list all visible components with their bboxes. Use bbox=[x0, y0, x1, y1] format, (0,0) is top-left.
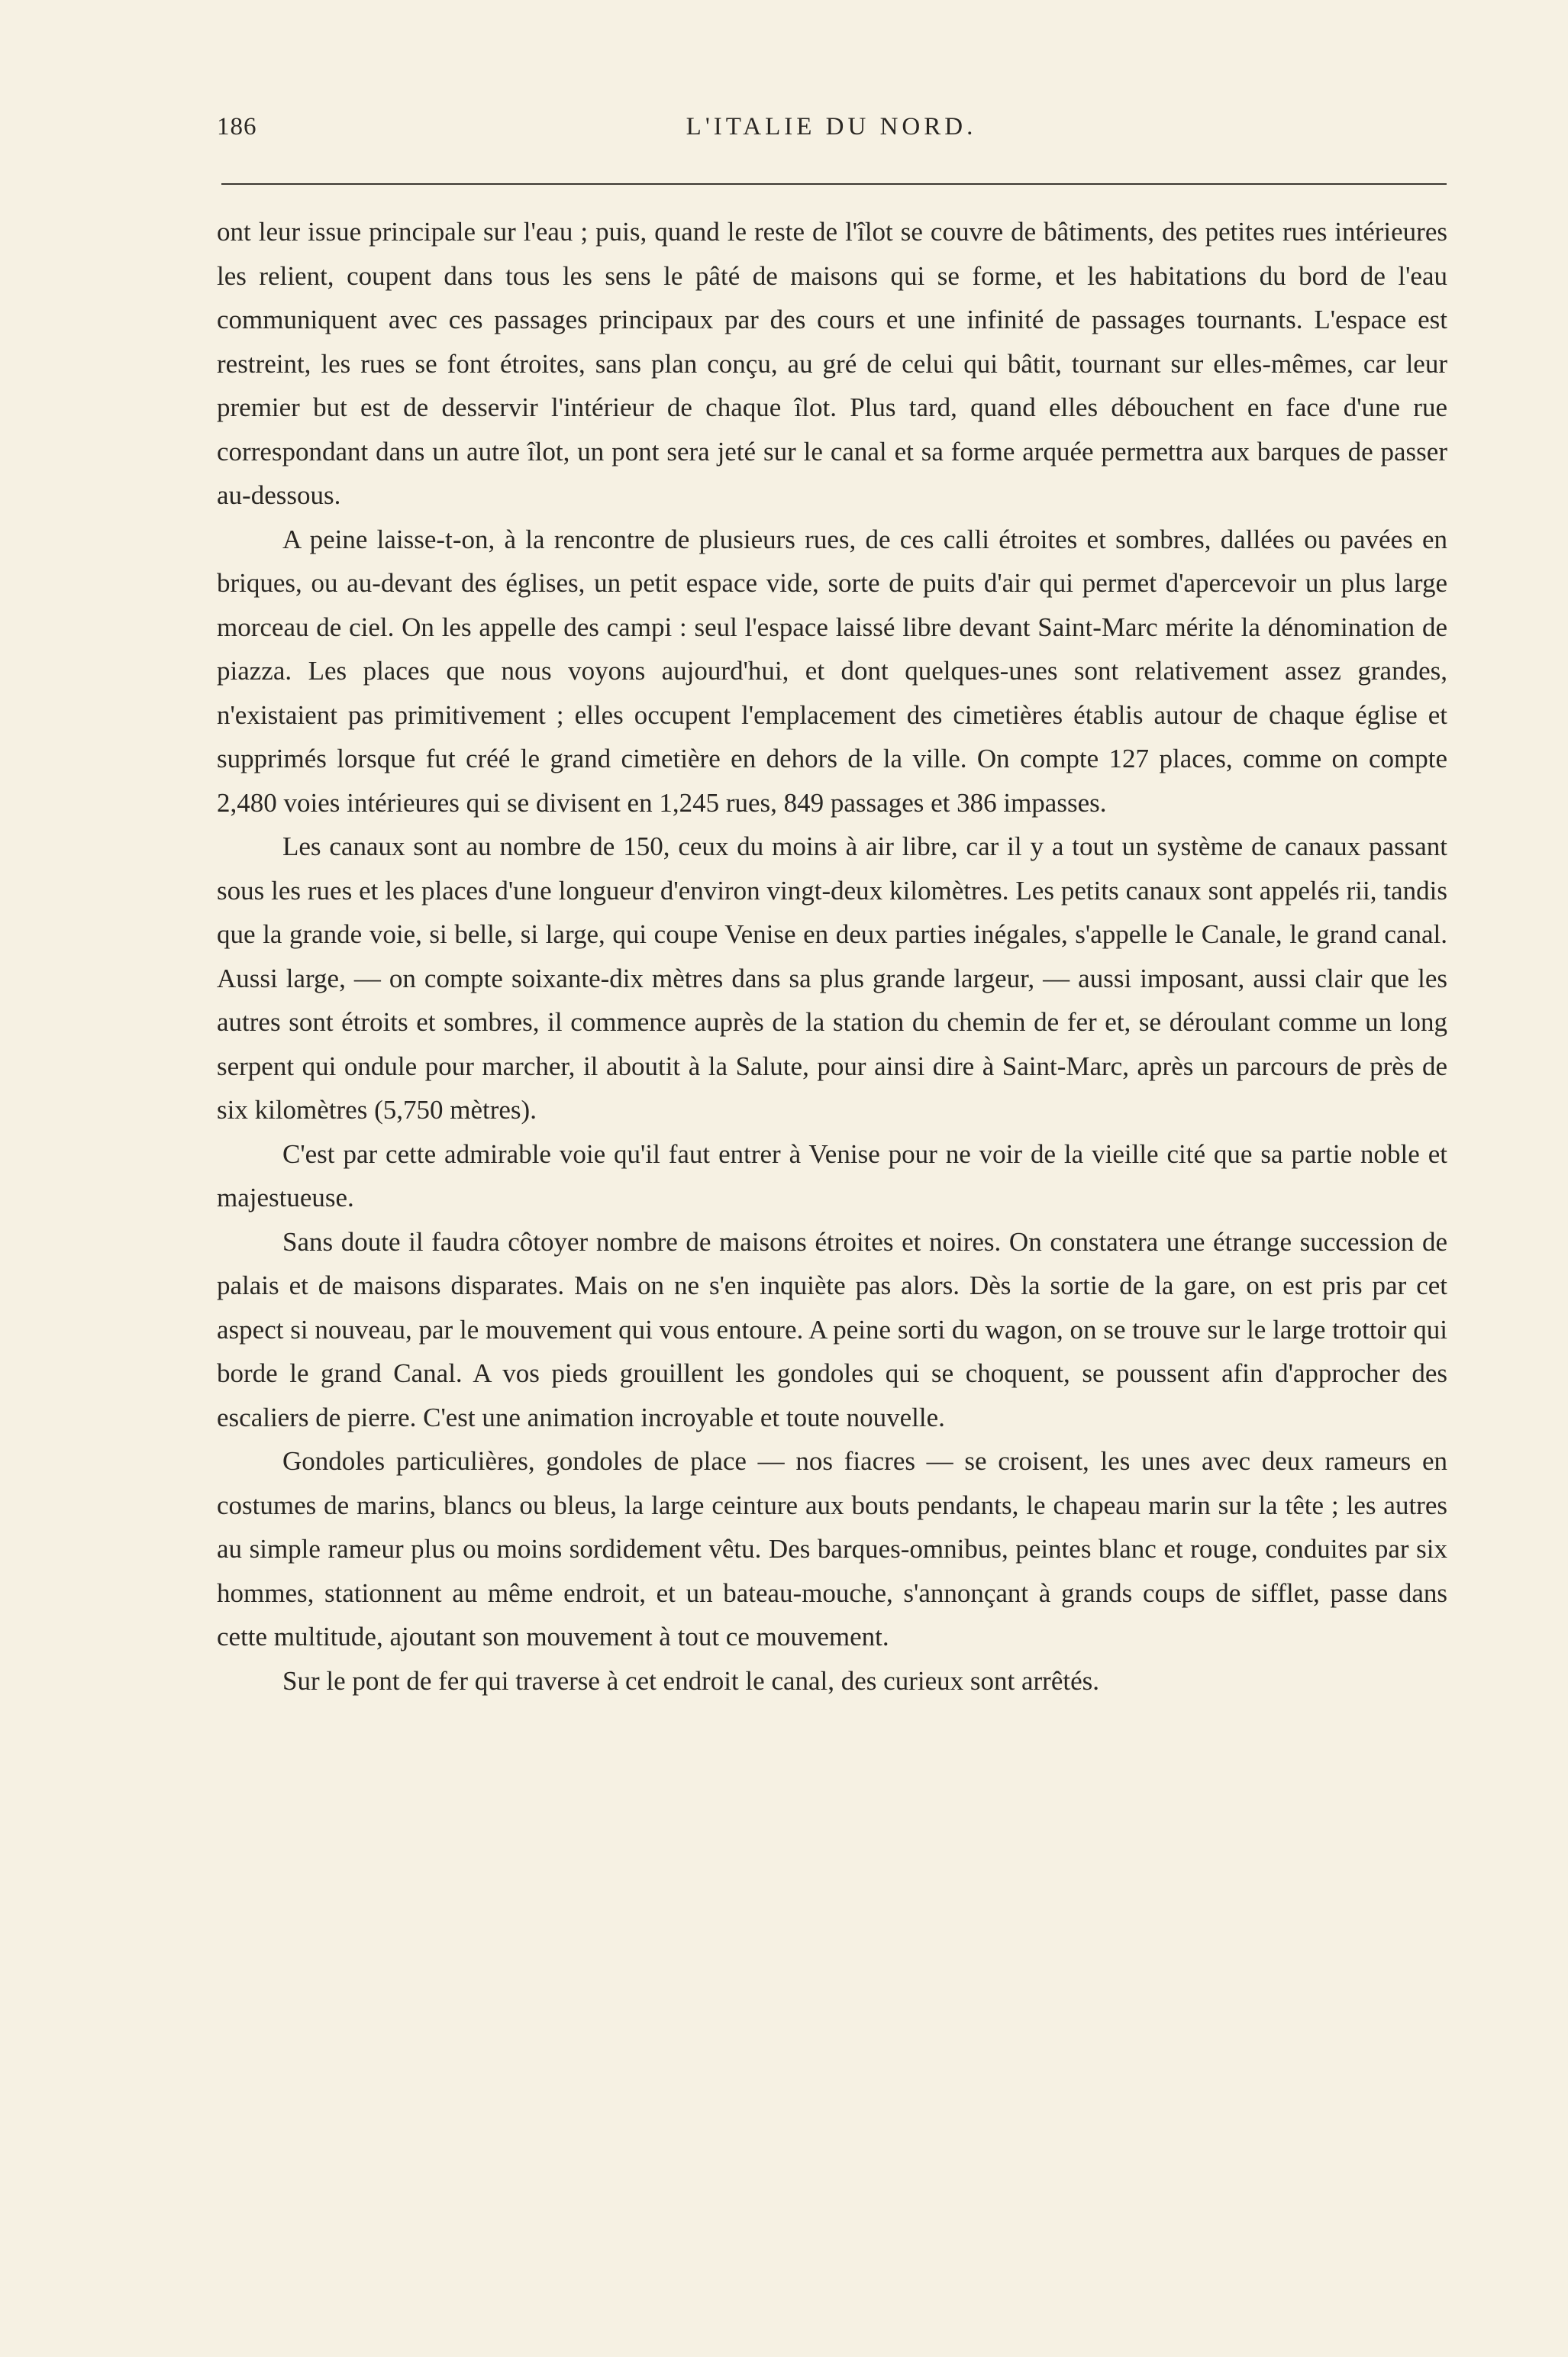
paragraph-7: Sur le pont de fer qui traverse à cet endroit le canal, des curieux sont arrêtés. bbox=[282, 1665, 1099, 1696]
paragraph-4: C'est par cette admirable voie qu'il faut entrer à Venise pour ne voir de la vieille cité que sa partie noble et majestueuse. bbox=[217, 1138, 1447, 1212]
body-text bbox=[217, 210, 1447, 1703]
paragraph-2: A peine laisse-t-on, à la rencontre de plusieurs rues, de ces calli étroites et sombres, dallées ou pavées en briques, ou au-devant des églises, un petit espace vide, sorte de puits d'air qui permet d'apercevoir un plus large morceau de ciel. On les appelle des campi : seul l'espace laissé libre devant Saint-Marc mérite la dénomination de piazza. Les places que nous voyons aujourd'hui, et dont quelques-unes sont relativement assez grandes, n'existaient pas primitivement ; elles occupent l'emplacement des cimetières établis autour de chaque église et supprimés lorsque fut créé le grand cimetière en dehors de la ville. On compte 127 places, comme on compte 2,480 voies intérieures qui se divisent en 1,245 rues, 849 passages et 386 impasses. bbox=[217, 524, 1447, 818]
header-rule bbox=[221, 183, 1447, 185]
paragraph-6: Gondoles particulières, gondoles de place — nos fiacres — se croisent, les unes avec deux rameurs en costumes de marins, blancs ou bleus, la large ceinture aux bouts pendants, le chapeau marin sur la tête ; les autres au simple rameur plus ou moins sordidement vêtu. Des barques-omnibus, peintes blanc et rouge, conduites par six hommes, stationnent au même endroit, et un bateau-mouche, s'annonçant à grands coups de sifflet, passe dans cette multitude, ajoutant son mouvement à tout ce mouvement. bbox=[217, 1446, 1447, 1652]
running-title: L'ITALIE DU NORD. bbox=[686, 113, 977, 140]
paragraph-3: Les canaux sont au nombre de 150, ceux du moins à air libre, car il y a tout un système de canaux passant sous les rues et les places d'une longueur d'environ vingt-deux kilomètres. Les petits canaux sont appelés rii, tandis que la grande voie, si belle, si large, qui coupe Venise en deux parties inégales, s'appelle le Canale, le grand canal. Aussi large, — on compte soixante-dix mètres dans sa plus grande largeur, — aussi imposant, aussi clair que les autres sont étroits et sombres, il commence auprès de la station du chemin de fer et, se déroulant comme un long serpent qui ondule pour marcher, il aboutit à la Salute, pour ainsi dire à Saint-Marc, après un parcours de près de six kilomètres (5,750 mètres). bbox=[217, 831, 1447, 1125]
paragraph-5: Sans doute il faudra côtoyer nombre de maisons étroites et noires. On constatera une étrange succession de palais et de maisons disparates. Mais on ne s'en inquiète pas alors. Dès la sortie de la gare, on est pris par cet aspect si nouveau, par le mouvement qui vous entoure. A peine sorti du wagon, on se trouve sur le large trottoir qui borde le grand Canal. A vos pieds grouillent les gondoles qui se choquent, se poussent afin d'approcher des escaliers de pierre. C'est une animation incroyable et toute nouvelle. bbox=[217, 1226, 1447, 1432]
page-header bbox=[217, 113, 1446, 151]
page-number: 186 bbox=[217, 113, 257, 140]
paragraph-1: ont leur issue principale sur l'eau ; puis, quand le reste de l'îlot se couvre de bâtiments, des petites rues intérieures les relient, coupent dans tous les sens le pâté de maisons qui se forme, et les habitations du bord de l'eau communiquent avec ces passages principaux par des cours et une infinité de passages tournants. L'espace est restreint, les rues se font étroites, sans plan conçu, au gré de celui qui bâtit, tournant sur elles-mêmes, car leur premier but est de desservir l'intérieur de chaque îlot. Plus tard, quand elles débouchent en face d'une rue correspondant dans un autre îlot, un pont sera jeté sur le canal et sa forme arquée permettra aux barques de passer au-dessous. bbox=[217, 217, 1447, 510]
